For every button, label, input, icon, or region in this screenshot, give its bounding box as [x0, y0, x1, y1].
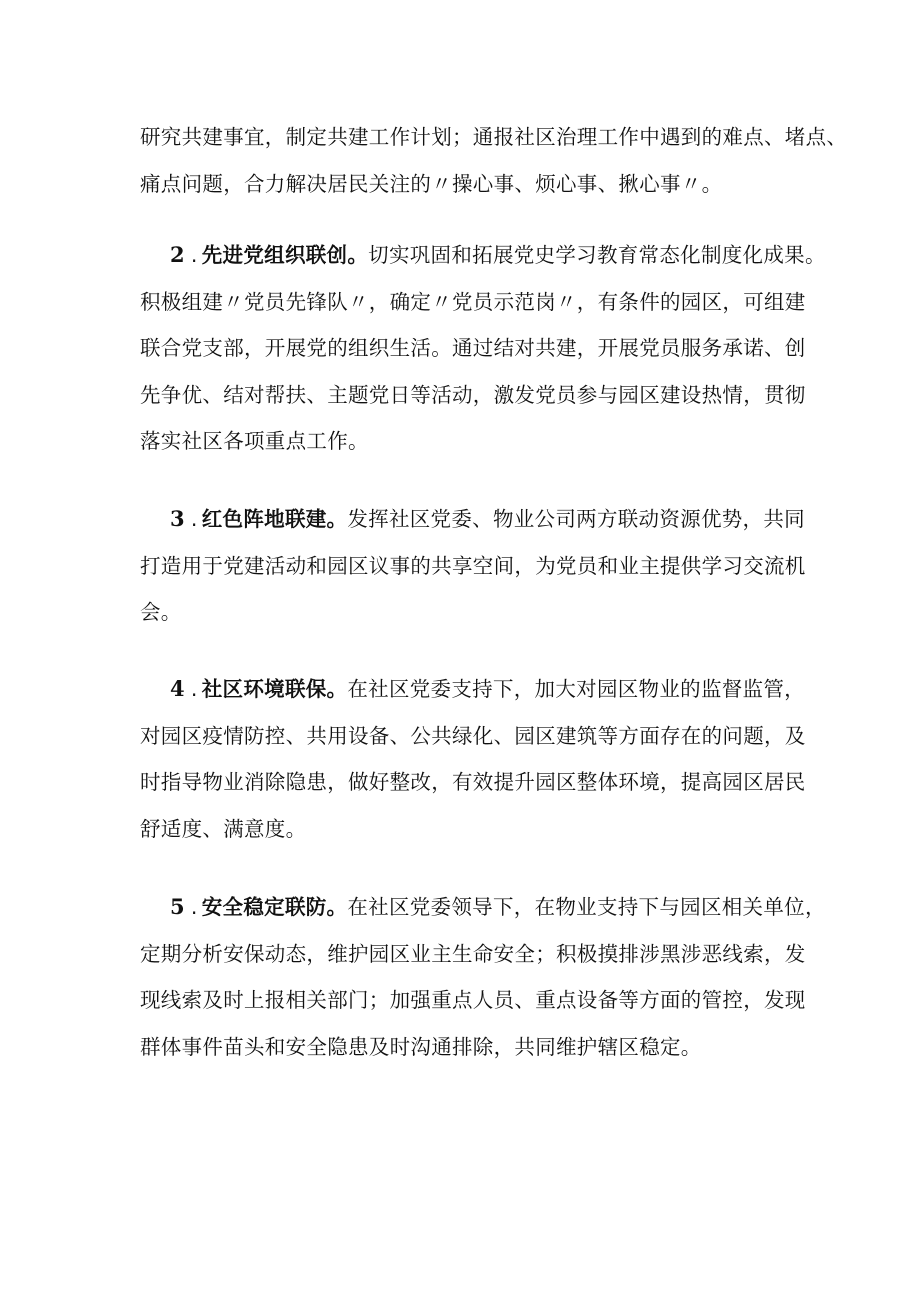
text-line: 舒适度、满意度。	[140, 816, 307, 841]
item-number: 5	[170, 894, 185, 919]
list-item-3	[140, 496, 806, 636]
list-item-5	[140, 884, 826, 1070]
item-number: 4	[170, 676, 185, 701]
item-first-line	[140, 666, 805, 713]
item-heading: 先进党组织联创。	[201, 243, 369, 267]
item-number: 3	[170, 506, 185, 531]
text-line: 打造用于党建活动和园区议事的共享空间，为党员和业主提供学习交流机	[140, 553, 806, 578]
text-line: 积极组建〃党员先锋队〃，确定〃党员示范岗〃，有条件的园区，可组建	[140, 289, 806, 314]
item-text: 发挥社区党委、物业公司两方联动资源优势，共同	[347, 507, 805, 531]
text-line: 现线索及时上报相关部门；加强重点人员、重点设备等方面的管控，发现	[140, 988, 806, 1012]
text-line: 对园区疫情防控、共用设备、公共绿化、园区建筑等方面存在的问题，及	[140, 723, 806, 748]
text-line: 落实社区各项重点工作。	[140, 429, 369, 453]
item-dot: .	[190, 243, 198, 267]
item-dot: .	[190, 507, 198, 531]
item-first-line	[140, 232, 826, 279]
text-line: 定期分析安保动态，维护园区业主生命安全；积极摸排涉黑涉恶线索，发	[140, 941, 806, 966]
text-line: 联合党支部，开展党的组织生活。通过结对共建，开展党员服务承诺、创	[140, 336, 806, 360]
item-heading: 社区环境联保。	[201, 677, 348, 701]
item-heading: 红色阵地联建。	[201, 507, 348, 531]
item-text: 切实巩固和拓展党史学习教育常态化制度化成果。	[368, 243, 826, 267]
text-line: 研究共建事宜，制定共建工作计划；通报社区治理工作中遇到的难点、堵点、	[140, 125, 848, 149]
item-first-line	[140, 884, 826, 931]
text-line: 痛点问题，合力解决居民关注的〃操心事、烦心事、揪心事〃。	[140, 171, 723, 196]
list-item-2	[140, 232, 826, 465]
text-line: 时指导物业消除隐患，做好整改，有效提升园区整体环境，提高园区居民	[140, 770, 806, 794]
item-dot: .	[190, 677, 198, 701]
text-line: 会。	[140, 600, 182, 624]
item-dot: .	[190, 895, 198, 919]
item-number: 2	[170, 242, 185, 267]
paragraph-continued	[140, 114, 848, 207]
item-text: 在社区党委支持下，加大对园区物业的监督监管，	[347, 677, 805, 701]
item-text: 在社区党委领导下，在物业支持下与园区相关单位，	[347, 895, 826, 919]
item-first-line	[140, 496, 805, 543]
text-line: 先争优、结对帮扶、主题党日等活动，激发党员参与园区建设热情，贯彻	[140, 382, 806, 407]
list-item-4	[140, 666, 806, 852]
text-line: 群体事件苗头和安全隐患及时沟通排除，共同维护辖区稳定。	[140, 1034, 702, 1059]
item-heading: 安全稳定联防。	[201, 895, 348, 919]
